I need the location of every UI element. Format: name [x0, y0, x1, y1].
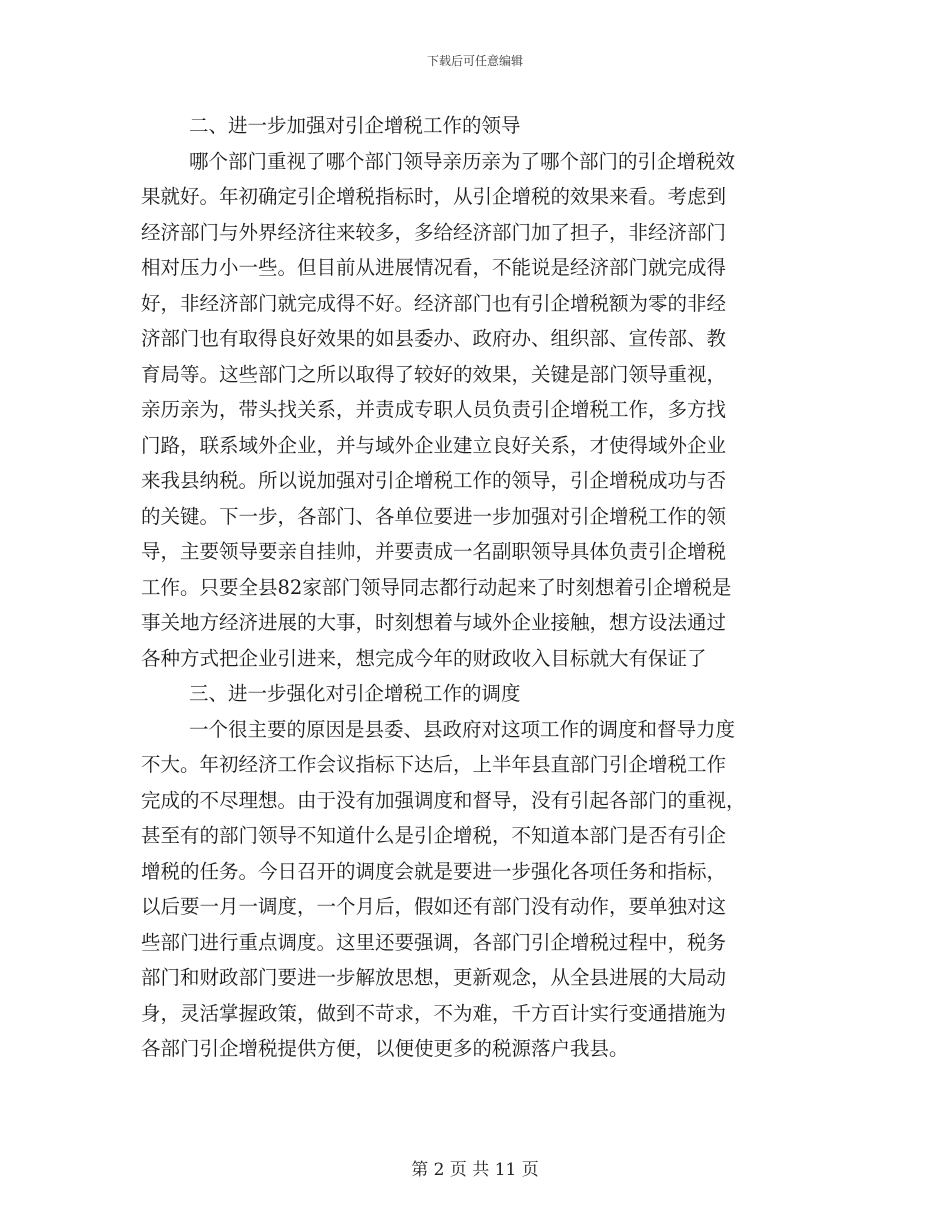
- section-paragraph: [141, 712, 801, 1067]
- paragraph-line: 些部门进行重点调度。这里还要强调，各部门引企增税过程中，税务: [141, 930, 727, 954]
- paragraph-line: 增税的任务。今日召开的调度会就是要进一步强化各项任务和指标，: [141, 859, 727, 883]
- paragraph-line: 完成的不尽理想。由于没有加强调度和督导，没有引起各部门的重视，: [141, 788, 746, 812]
- paragraph-line: 一个很主要的原因是县委、县政府对这项工作的调度和督导力度: [189, 717, 736, 741]
- paragraph-line: 导，主要领导要亲自挂帅，并要责成一名副职领导具体负责引企增税: [141, 540, 727, 563]
- paragraph-line: 甚至有的部门领导不知道什么是引企增税，不知道本部门是否有引企: [141, 824, 727, 847]
- paragraph-line: 事关地方经济进展的大事，时刻想着与域外企业接触，想方设法通过: [141, 611, 727, 634]
- paragraph-line: 各部门引企增税提供方便，以便使更多的税源落户我县。: [141, 1037, 629, 1060]
- paragraph-line: 哪个部门重视了哪个部门领导亲历亲为了哪个部门的引企增税效: [189, 149, 736, 173]
- paragraph-line: 育局等。这些部门之所以取得了较好的效果，关键是部门领导重视，: [141, 362, 727, 386]
- paragraph-line: 来我县纳税。所以说加强对引企增税工作的领导，引企增税成功与否: [141, 469, 727, 492]
- paragraph-line: 好，非经济部门就完成得不好。经济部门也有引企增税额为零的非经: [141, 291, 727, 315]
- paragraph-line: 工作。只要全县82家部门领导同志都行动起来了时刻想着引企增税是: [141, 575, 732, 599]
- paragraph-line: 不大。年初经济工作会议指标下达后，上半年县直部门引企增税工作: [141, 753, 727, 776]
- paragraph-line: 相对压力小一些。但目前从进展情况看，不能说是经济部门就完成得: [141, 256, 727, 279]
- paragraph-line: 亲历亲为，带头找关系，并责成专职人员负责引企增税工作，多方找: [141, 398, 727, 421]
- document-body: [141, 108, 801, 1067]
- paragraph-line: 各种方式把企业引进来，想完成今年的财政收入目标就大有保证了: [141, 646, 707, 670]
- page-number-footer: 第 2 页 共 11 页: [411, 1160, 539, 1180]
- section-paragraph: [141, 144, 801, 677]
- paragraph-line: 身，灵活掌握政策，做到不苛求，不为难，千方百计实行变通措施为: [141, 1001, 727, 1025]
- section-heading: 二、进一步加强对引企增税工作的领导: [189, 114, 521, 137]
- paragraph-line: 的关键。下一步，各部门、各单位要进一步加强对引企增税工作的领: [141, 504, 727, 528]
- paragraph-line: 部门和财政部门要进一步解放思想，更新观念，从全县进展的大局动: [141, 966, 727, 989]
- paragraph-line: 门路，联系域外企业，并与域外企业建立良好关系，才使得域外企业: [141, 433, 727, 457]
- paragraph-line: 经济部门与外界经济往来较多，多给经济部门加了担子，非经济部门: [141, 220, 727, 244]
- section-heading: 三、进一步强化对引企增税工作的调度: [189, 682, 521, 705]
- paragraph-line: 济部门也有取得良好效果的如县委办、政府办、组织部、宣传部、教: [141, 327, 727, 350]
- paragraph-line: 果就好。年初确定引企增税指标时，从引企增税的效果来看。考虑到: [141, 185, 727, 208]
- paragraph-line: 以后要一月一调度，一个月后，假如还有部门没有动作，要单独对这: [141, 895, 727, 918]
- header-note: 下载后可任意编辑: [426, 54, 523, 68]
